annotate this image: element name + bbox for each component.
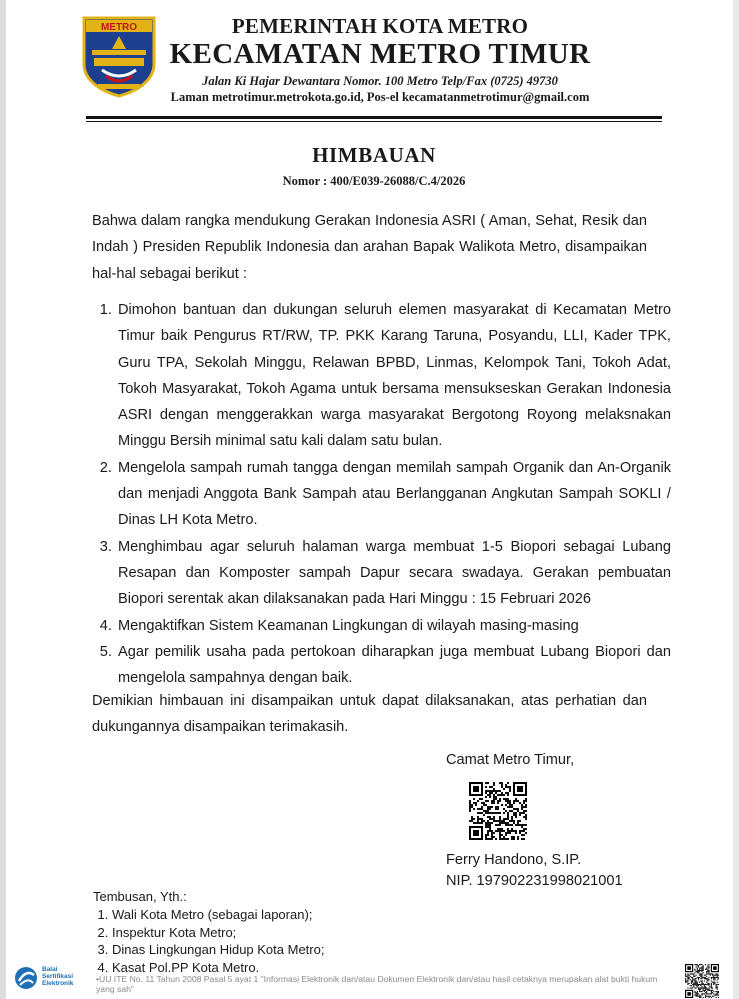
cc-list bbox=[93, 906, 324, 976]
document-number: Nomor : 400/E039-26088/C.4/2026 bbox=[282, 174, 466, 188]
footer-qr-code bbox=[683, 964, 721, 998]
list-item: 4. Mengaktifkan Sistem Keamanan Lingkungan di wilayah masing-masing bbox=[116, 613, 671, 639]
bsre-label-line: Balai bbox=[42, 966, 58, 973]
closing-paragraph: Demikian himbauan ini disampaikan untuk dapat dilaksanakan, atas perhatian dan dukungannya disampaikan terimakasih. bbox=[92, 693, 647, 736]
address-line: Jalan Ki Hajar Dewantara Nomor. 100 Metro Telp/Fax (0725) 49730 bbox=[202, 74, 558, 88]
intro-paragraph: Bahwa dalam rangka mendukung Gerakan Indonesia ASRI ( Aman, Sehat, Resik dan Indah ) Presiden Republik Indonesia dan arahan Bapak Walikota Metro, disampaikan hal-hal sebagai berikut : bbox=[92, 213, 647, 282]
cc-item: 2. Inspektur Kota Metro; bbox=[112, 924, 324, 942]
letterhead-address bbox=[160, 73, 600, 105]
signatory-title: Camat Metro Timur, bbox=[446, 752, 575, 768]
bsre-label bbox=[42, 966, 73, 987]
cc-item: 3. Dinas Lingkungan Hidup Kota Metro; bbox=[112, 941, 324, 959]
signatory-nip: NIP. 197902231998021001 bbox=[446, 873, 623, 889]
electronic-signature-note: •UU ITE No. 11 Tahun 2008 Pasal 5 ayat 1 "Informasi Elektronik dan/atau Dokumen Elektronik dan/atau hasil cetaknya merupakan alat bukti hukum yang sah" bbox=[96, 974, 658, 994]
bsre-label-line: Sertifikasi bbox=[42, 973, 74, 980]
appeal-list bbox=[92, 297, 671, 691]
cc-item: 4. Kasat Pol.PP Kota Metro. bbox=[112, 959, 324, 977]
letterhead-office: KECAMATAN METRO TIMUR bbox=[169, 38, 591, 70]
city-emblem-logo bbox=[82, 16, 156, 98]
signature-qr-code bbox=[469, 782, 527, 840]
cc-item: 1. Wali Kota Metro (sebagai laporan); bbox=[112, 906, 324, 924]
website-email-line: Laman metrotimur.metrokota.go.id, Pos-el kecamatanmetrotimur@gmail.com bbox=[170, 90, 590, 104]
cc-title: Tembusan, Yth.: bbox=[93, 889, 187, 904]
list-item: 3. Menghimbau agar seluruh halaman warga membuat 1-5 Biopori sebagai Lubang Resapan dan Komposter sampah Dapur secara swadaya. Gerakan pembuatan Biopori serentak akan dilaksanakan pada Hari Minggu : 15 Februari 2026 bbox=[116, 534, 671, 613]
list-item: 5. Agar pemilik usaha pada pertokoan diharapkan juga membuat Lubang Biopori dan mengelola sampahnya dengan baik. bbox=[116, 639, 671, 692]
list-item: 1. Dimohon bantuan dan dukungan seluruh elemen masyarakat di Kecamatan Metro Timur baik Pengurus RT/RW, TP. PKK Karang Taruna, Posyandu, LLI, Kader TPK, Guru TPA, Sekolah Minggu, Relawan BPBD, Linmas, Kelompok Tani, Tokoh Adat, Tokoh Masyarakat, Tokoh Agama untuk bersama mensukseskan Gerakan Indonesia ASRI dengan menggerakkan warga masyarakat Bergotong Royong melaksnakan Minggu Bersih minimal satu kali dalam satu bulan. bbox=[116, 297, 671, 455]
list-item: 2. Mengelola sampah rumah tangga dengan memilah sampah Organik dan An-Organik dan menjadi Anggota Bank Sampah atau Berlangganan Angkutan Sampah SOKLI / Dinas LH Kota Metro. bbox=[116, 455, 671, 534]
document-title: HIMBAUAN bbox=[312, 143, 436, 167]
logo-lettering: METRO bbox=[100, 22, 138, 33]
signatory-name: Ferry Handono, S.IP. bbox=[446, 852, 582, 868]
letterhead-rule-thick bbox=[86, 116, 662, 119]
letterhead-government: PEMERINTAH KOTA METRO bbox=[231, 14, 529, 38]
bsre-label-line: Elektronik bbox=[42, 980, 74, 987]
letterhead-rule-thin bbox=[86, 121, 662, 122]
signatory-block bbox=[446, 850, 623, 892]
